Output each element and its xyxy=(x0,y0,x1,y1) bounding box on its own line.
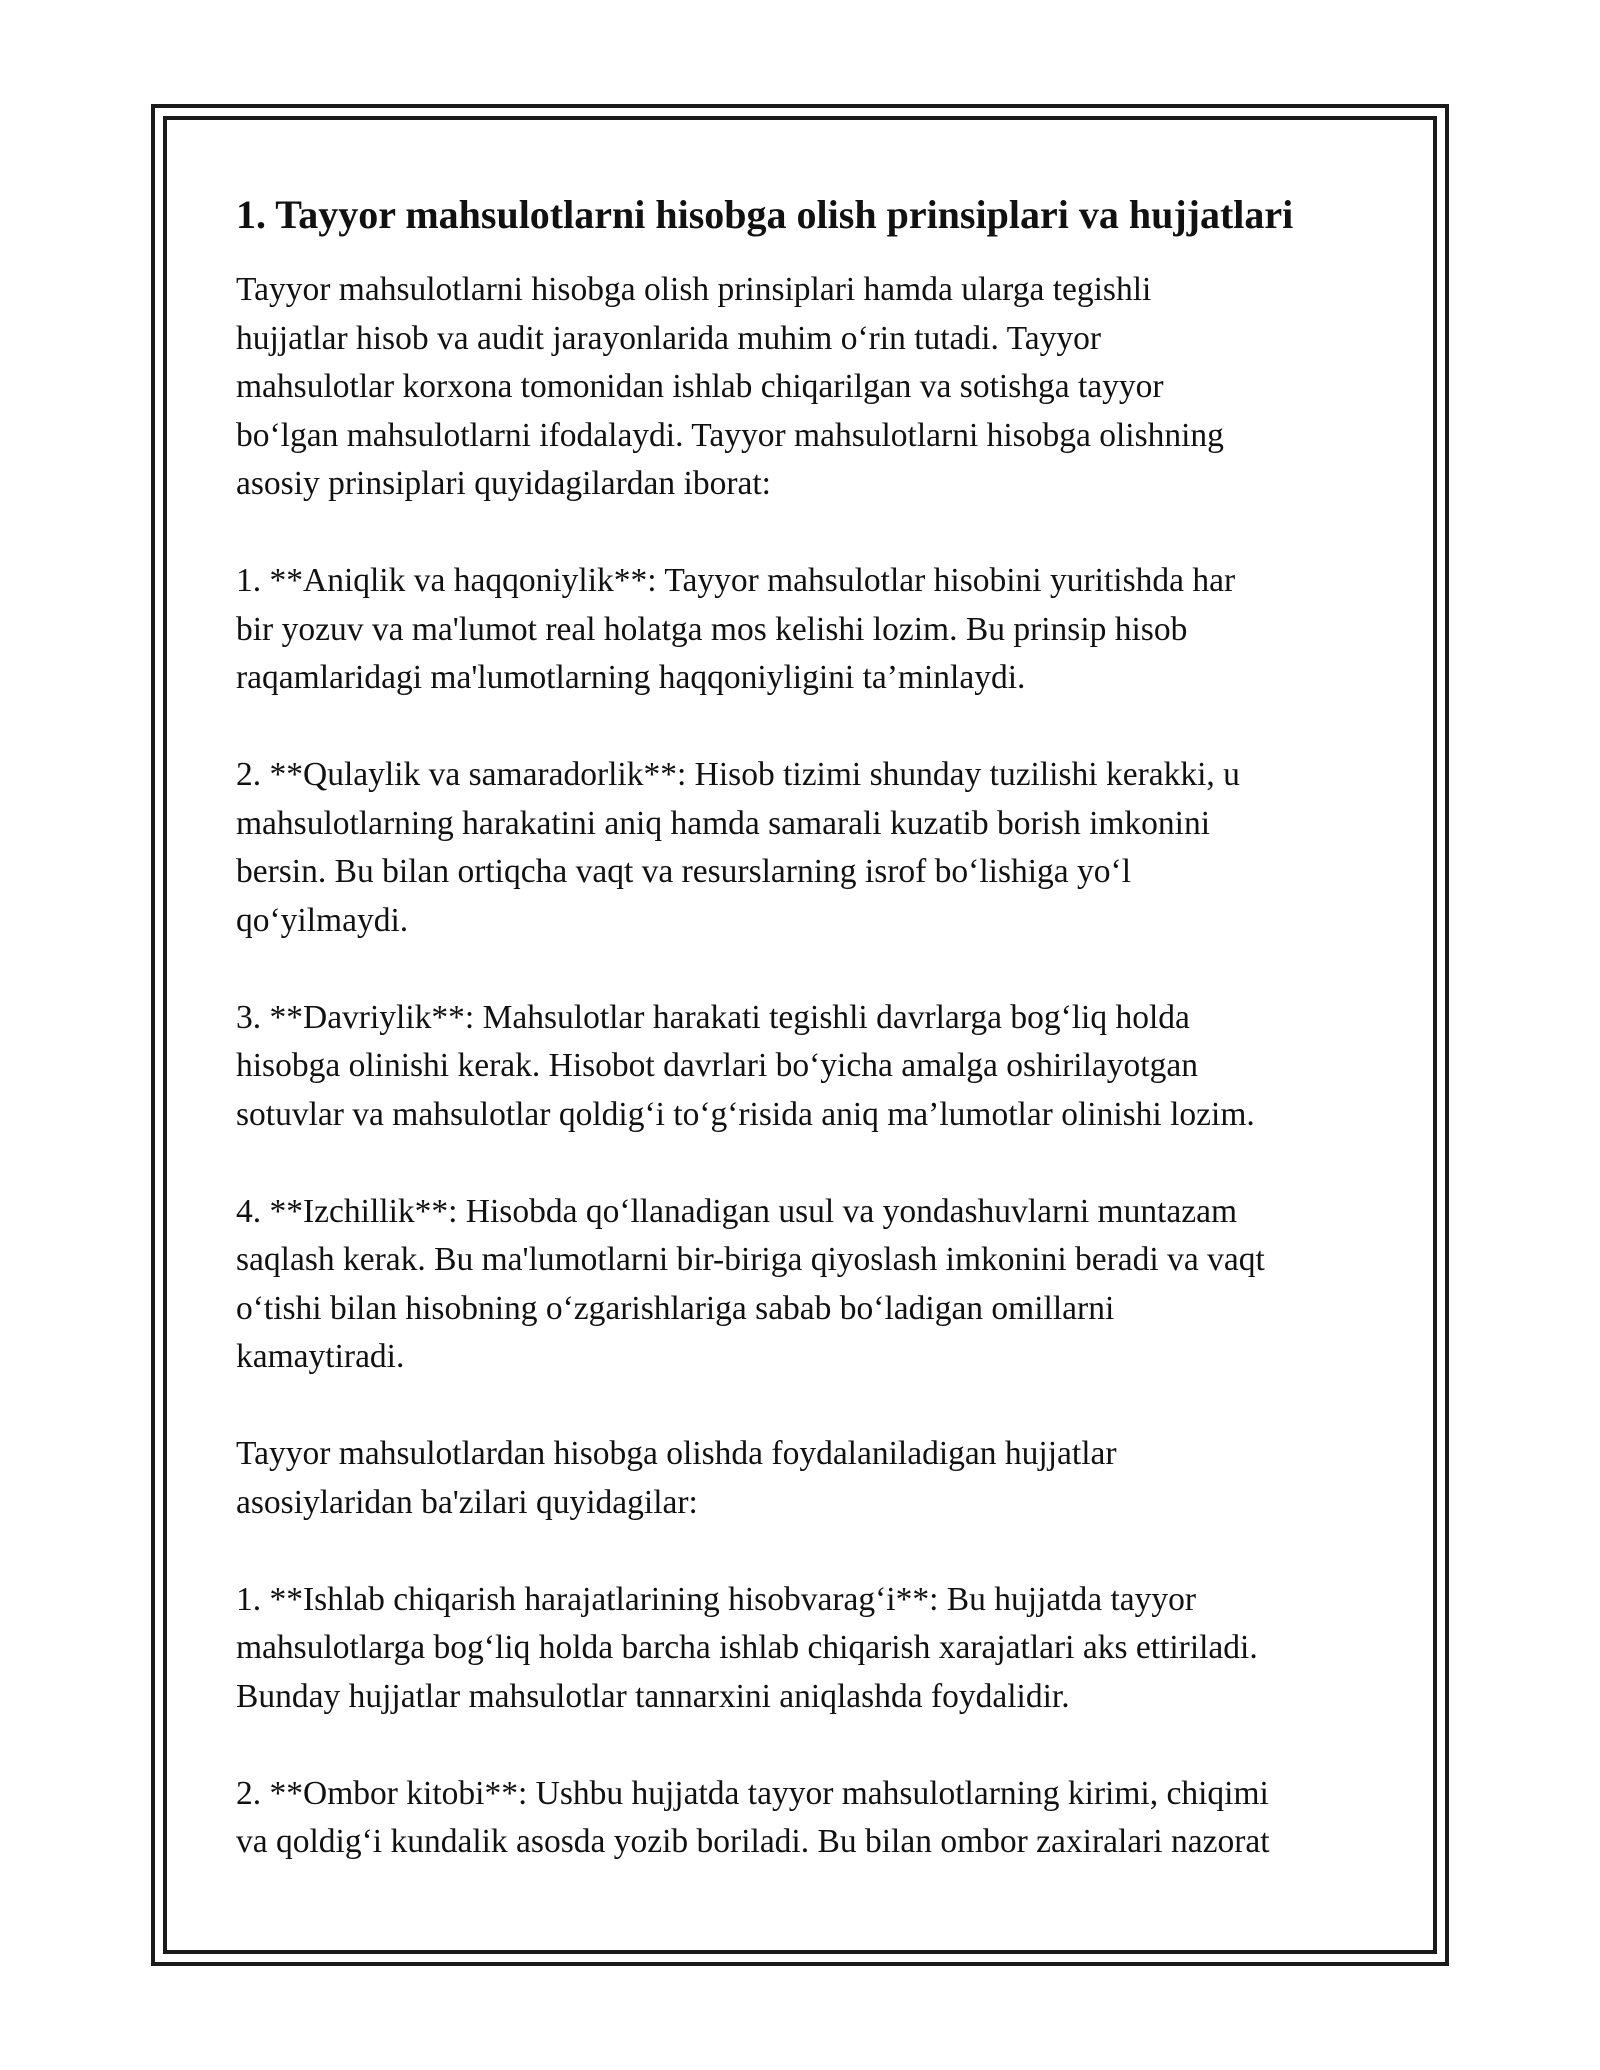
principle-accuracy: 1. **Aniqlik va haqqoniylik**: Tayyor mahsulotlar hisobini yuritishda har bir yozuv va ma'lumot real holatga mos kelishi lozim. Bu prinsip hisob raqamlaridagi ma'lumotlarning haqqoniyligini ta’minlaydi. xyxy=(236,562,1236,696)
principle-convenience: 2. **Qulaylik va samaradorlik**: Hisob tizimi shunday tuzilishi kerakki, u mahsulotlarning harakatini aniq hamda samarali kuzatib borish imkonini bersin. Bu bilan ortiqcha vaqt va resurslarning isrof bo‘lishiga yo‘l qo‘yilmaydi. xyxy=(236,756,1240,939)
section-heading: 1. Tayyor mahsulotlarni hisobga olish prinsiplari va hujjatlari xyxy=(236,192,1294,237)
principle-consistency: 4. **Izchillik**: Hisobda qo‘llanadigan usul va yondashuvlarni muntazam saqlash kerak. Bu ma'lumotlarni bir-biriga qiyoslash imkonini beradi va vaqt o‘tishi bilan hisobning o‘zgarishlariga sabab bo‘ladigan omillarni kamaytiradi. xyxy=(236,1192,1265,1375)
document-warehouse-book: 2. **Ombor kitobi**: Ushbu hujjatda tayyor mahsulotlarning kirimi, chiqimi va qoldig‘i kundalik asosda yozib boriladi. Bu bilan ombor zaxiralari nazorat xyxy=(236,1774,1270,1860)
intro-paragraph: Tayyor mahsulotlarni hisobga olish prinsiplari hamda ularga tegishli hujjatlar hisob va audit jarayonlarida muhim o‘rin tutadi. Tayyor mahsulotlar korxona tomonidan ishlab chiqarilgan va sotishga tayyor bo‘lgan mahsulotlarni ifodalaydi. Tayyor mahsulotlarni hisobga olishning asosiy prinsiplari quyidagilardan iborat: xyxy=(236,271,1224,502)
documents-intro-paragraph: Tayyor mahsulotlardan hisobga olishda foydalaniladigan hujjatlar asosiylaridan ba'zilari quyidagilar: xyxy=(236,1435,1117,1521)
document-body xyxy=(236,190,1376,1915)
document-production-costs: 1. **Ishlab chiqarish harajatlarining hisobvarag‘i**: Bu hujjatda tayyor mahsulotlarga bog‘liq holda barcha ishlab chiqarish xarajatlari aks ettiriladi. Bunday hujjatlar mahsulotlar tannarxini aniqlashda foydalidir. xyxy=(236,1580,1258,1715)
principle-periodicity: 3. **Davriylik**: Mahsulotlar harakati tegishli davrlarga bog‘liq holda hisobga olinishi kerak. Hisobot davrlari bo‘yicha amalga oshirilayotgan sotuvlar va mahsulotlar qoldig‘i to‘g‘risida aniq ma’lumotlar olinishi lozim. xyxy=(236,998,1255,1133)
